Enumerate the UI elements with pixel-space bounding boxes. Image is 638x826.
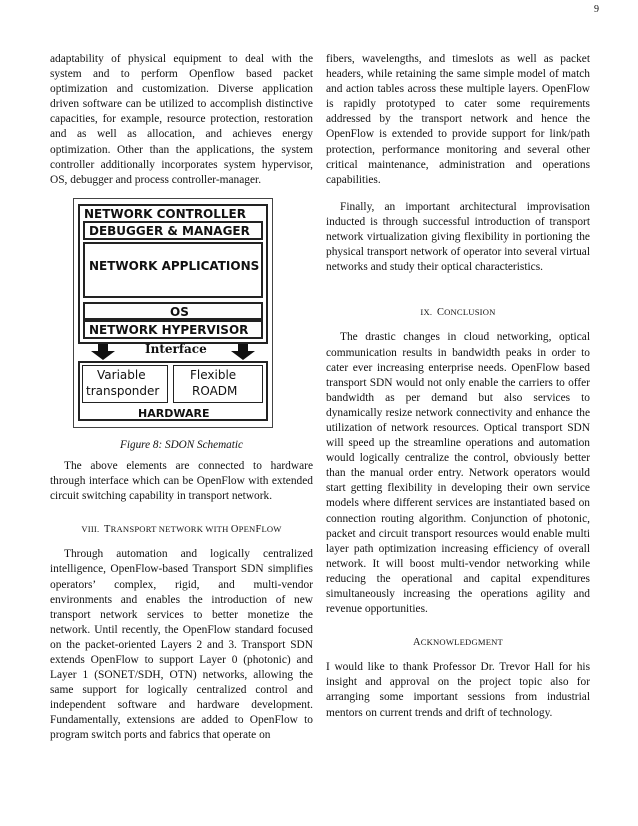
page-number: 9 [594, 4, 599, 15]
acknowledgment-title-rest: CKNOWLEDGMENT [420, 637, 504, 648]
section-viii-title-part: O [230, 524, 239, 536]
os-label: OS [170, 304, 189, 319]
section-ix-title-first: C [436, 307, 445, 319]
acknowledgment-heading [326, 635, 590, 650]
section-viii-title-part: F [255, 524, 262, 536]
transponder-label: transponder [86, 383, 160, 398]
left-paragraph-2: The above elements are connected to hardware through interface which can be OpenFlow with extended circuit switching capability in transport network. [50, 459, 313, 503]
sdon-figure [73, 198, 273, 428]
roadm-label: ROADM [192, 383, 238, 398]
section-viii-heading [50, 522, 313, 537]
section-viii-title-part: LOW [261, 524, 282, 535]
os-box [83, 302, 263, 320]
hardware-label: HARDWARE [138, 406, 210, 420]
debugger-manager-box [83, 221, 263, 240]
section-viii-title-part: T [104, 524, 111, 536]
acknowledgment-title-first: A [412, 637, 421, 649]
section-ix-title-rest: ONCLUSION [444, 307, 496, 318]
network-applications-label: NETWORK APPLICATIONS [89, 258, 260, 273]
network-hypervisor-box [83, 320, 263, 339]
interface-label: Interface [145, 341, 207, 356]
section-viii-title-part: PEN [238, 524, 256, 535]
right-column [326, 52, 590, 721]
debugger-manager-label: DEBUGGER & MANAGER [89, 223, 250, 238]
flexible-roadm-box [173, 365, 263, 403]
variable-transponder-box [82, 365, 168, 403]
section-viii-title-part: RANSPORT NETWORK WITH [110, 524, 231, 535]
right-paragraph-2: Finally, an important architectural improvisation inducted is through successful introduction of transport network virtualization giving flexibility in portioning the physical transport network of operator into several virtual networks and study their optical characteristics. [326, 200, 590, 274]
figure-caption: Figure 8: SDON Schematic [120, 438, 243, 451]
network-hypervisor-label: NETWORK HYPERVISOR [89, 322, 249, 337]
right-paragraph-1: fibers, wavelengths, and timeslots as well as packet headers, while retaining the same simple model of match and action tables across these multiple layers. OpenFlow is rapidly prototyped to cater some requirements addressed by the transport network and hence the OpenFlow is extended to provide support for link/path protection, performance monitoring and several other critical maintenance, administration and operations capabilities. [326, 53, 590, 186]
section-viii-number: VIII. [81, 524, 100, 535]
left-paragraph-1: adaptability of physical equipment to deal with the system and to perform Openflow based packet optimization and customization. Diverse application driven software can be utilized to accomplish distinctive capacities, for example, resource protection, restoration and as well as allocation, and achieves energy optimization. Other than the applications, the system controller additionally incorporates system hypervisor, OS, debugger and process controller-manager. [50, 53, 313, 186]
down-arrow-left-icon [91, 344, 115, 360]
variable-label: Variable [97, 367, 146, 382]
network-controller-label: NETWORK CONTROLLER [84, 206, 246, 221]
left-column [50, 52, 313, 744]
left-paragraph-3: Through automation and logically centralized intelligence, OpenFlow-based Transport SDN simplifies operators’ complex, rigid, and multi-vendor environments and enables the introduction of new transport network services to better monetize the network. Until recently, the OpenFlow standard focused on the packet-oriented Layers 2 and 3. Transport SDN extends OpenFlow to support Layer 0 (photonic) and Layer 1 (SONET/SDH, OTN) networks, allowing the same support for logically centralized control and independent software and hardware development. Fundamentally, extensions are added to OpenFlow to program switch ports and fabrics that operate on [50, 548, 313, 742]
section-ix-heading [326, 305, 590, 320]
section-ix-number: IX. [420, 307, 433, 318]
flexible-label: Flexible [190, 367, 237, 382]
right-paragraph-4: I would like to thank Professor Dr. Trevor Hall for his insight and approval on the project topic also for arranging some important sessions from industrial mentors on current trends and drift of technology. [326, 661, 590, 719]
down-arrow-right-icon [231, 344, 255, 360]
right-paragraph-3: The drastic changes in cloud networking, optical communication results in bandwidth peaks in order to cater ever increasing enterprise needs. OpenFlow based transport SDN would not only enable the carriers to offer bandwidth as per demand but also services to dynamically resize network connectivity and enhance the utilization of network resources. Optical transport SDN will speed up the streamline operations and automation would logically centralize the control, obviously better than the manual order entry. Network operators would start getting flexibility in developing their own service models where different services are instantiated based on connection routing algorithm. Conjunction of photonic, packet and circuit transport resources would enable multi layer path optimization increasing efficiency of overall network. It will boost multi-vendor networking while reducing the operational and capital expenditures simultaneously increasing the operations agility and revenue opportunities. [326, 331, 590, 616]
network-applications-box [83, 242, 263, 298]
